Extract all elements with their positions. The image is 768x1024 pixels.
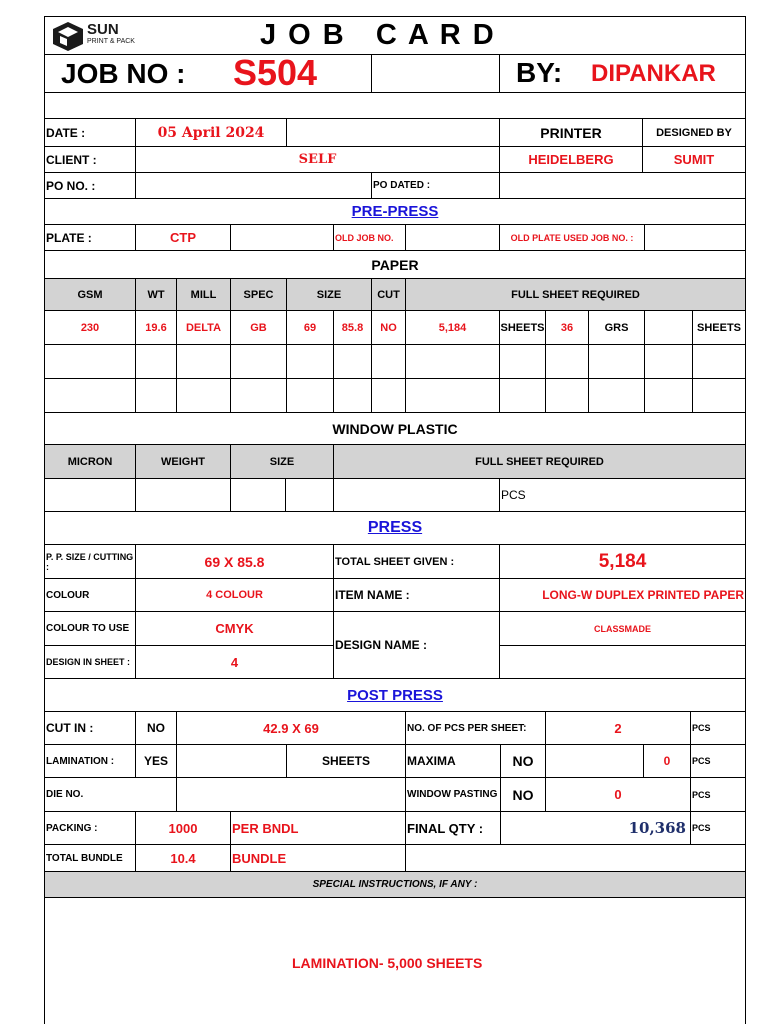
lamination-row: [44, 744, 746, 777]
by-value: DIPANKAR: [591, 60, 716, 87]
paper-title-row: [44, 250, 746, 278]
header-cell: [44, 17, 746, 54]
maxima-value: NO: [500, 745, 545, 777]
total-bundle-blank: [405, 845, 746, 871]
logo: [51, 20, 171, 52]
post-press-title: POST PRESS: [44, 679, 746, 711]
blank-cell: [44, 93, 746, 118]
printer-value: HEIDELBERG: [499, 147, 642, 172]
sheets-value: 5,184: [405, 311, 499, 344]
paper-header-size: SIZE: [286, 279, 371, 310]
wt-value: 19.6: [135, 311, 176, 344]
cut-value: NO: [371, 311, 405, 344]
plate-blank: [230, 225, 333, 250]
final-qty-cell: [500, 812, 690, 844]
wp-full-sheet-value[interactable]: [333, 479, 499, 511]
client-row: [44, 146, 746, 172]
final-qty-value: 10,368: [628, 819, 686, 837]
wp-header-micron: MICRON: [44, 445, 135, 478]
gsm-value: 230: [44, 311, 135, 344]
pcs-per-sheet-value: 2: [545, 712, 690, 744]
pcs-per-sheet-label: NO. OF PCS PER SHEET:: [405, 712, 545, 744]
lamination-sheets-label: SHEETS: [286, 745, 405, 777]
pp-size-row: [44, 544, 746, 578]
cut-in-label: CUT IN :: [44, 712, 135, 744]
pcs-label: PCS: [690, 812, 746, 844]
old-job-label: OLD JOB NO.: [333, 225, 405, 250]
design-name-value: CLASSMADE: [499, 612, 746, 645]
job-no-value: S504: [233, 55, 318, 92]
wp-header-weight: WEIGHT: [135, 445, 230, 478]
pcs-label: PCS: [690, 712, 746, 744]
logo-subtext: PRINT & PACK: [87, 38, 135, 45]
design-name-blank: [499, 646, 746, 678]
total-bundle-label: TOTAL BUNDLE: [44, 845, 135, 871]
special-body-row: [44, 897, 746, 1024]
special-text: LAMINATION- 5,000 SHEETS: [292, 955, 483, 971]
item-name-label: ITEM NAME :: [333, 579, 499, 611]
paper-header-mill: MILL: [176, 279, 230, 310]
po-row: [44, 172, 746, 198]
by-label: BY:: [516, 57, 563, 88]
total-bundle-value: 10.4: [135, 845, 230, 871]
pp-size-label: P. P. SIZE / CUTTING :: [44, 545, 135, 578]
bundle-label: BUNDLE: [230, 845, 405, 871]
designed-by-label: DESIGNED BY: [642, 119, 746, 146]
window-pasting-qty: 0: [545, 778, 690, 811]
window-pasting-value: NO: [500, 778, 545, 811]
total-bundle-row: [44, 844, 746, 871]
paper-header-cut: CUT: [371, 279, 405, 310]
maxima-label: MAXIMA: [405, 745, 500, 777]
job-card: [44, 16, 746, 1024]
packing-value: 1000: [135, 812, 230, 844]
plate-value: CTP: [135, 225, 230, 250]
size-value-2: 85.8: [333, 311, 371, 344]
total-sheet-label: TOTAL SHEET GIVEN :: [333, 545, 499, 578]
sheets-label: SHEETS: [499, 311, 545, 344]
paper-row: [44, 310, 746, 344]
wp-header-full-sheet: FULL SHEET REQUIRED: [333, 445, 746, 478]
header-row: [44, 16, 746, 54]
press-title-row: [44, 511, 746, 544]
paper-header-row: [44, 278, 746, 310]
job-row: [44, 54, 746, 92]
plate-row: [44, 224, 746, 250]
designed-by-value: SUMIT: [642, 147, 746, 172]
old-job-value[interactable]: [405, 225, 499, 250]
date-row: [44, 118, 746, 146]
micron-value[interactable]: [44, 479, 135, 511]
paper-header-gsm: GSM: [44, 279, 135, 310]
date-label: DATE :: [44, 119, 135, 146]
special-title: SPECIAL INSTRUCTIONS, IF ANY :: [44, 872, 746, 897]
paper-header-spec: SPEC: [230, 279, 286, 310]
logo-cube-icon: [51, 20, 85, 52]
printer-label: PRINTER: [499, 119, 642, 146]
window-plastic-title-row: [44, 412, 746, 444]
spec-value: GB: [230, 311, 286, 344]
old-plate-value[interactable]: [644, 225, 746, 250]
sheets-label-2: SHEETS: [692, 311, 746, 344]
page-title: J O B C A R D: [260, 19, 496, 51]
colour-value: 4 COLOUR: [135, 579, 333, 611]
design-name-label-text: DESIGN NAME :: [335, 638, 428, 652]
logo-text: SUN: [87, 21, 119, 38]
pp-size-value: 69 X 85.8: [135, 545, 333, 578]
pcs-label: PCS: [690, 745, 746, 777]
grs-label: GRS: [588, 311, 644, 344]
blank-row: [44, 92, 746, 118]
colour-use-label: COLOUR TO USE: [44, 612, 135, 645]
design-in-sheet-value: 4: [135, 646, 333, 678]
special-body: [44, 898, 746, 1024]
job-no-cell: [44, 55, 371, 92]
size-value-1: 69: [286, 311, 333, 344]
colour-row: [44, 578, 746, 611]
window-plastic-row: [44, 478, 746, 511]
packing-label: PACKING :: [44, 812, 135, 844]
colour-use-value: CMYK: [135, 612, 333, 645]
client-value: SELF: [135, 147, 499, 172]
design-in-sheet-label: DESIGN IN SHEET :: [44, 646, 135, 678]
lamination-label: LAMINATION :: [44, 745, 135, 777]
mill-value: DELTA: [176, 311, 230, 344]
paper-title: PAPER: [44, 251, 746, 278]
wp-size-value-1[interactable]: [230, 479, 285, 511]
lamination-value: YES: [135, 745, 176, 777]
po-dated-value[interactable]: [499, 173, 746, 198]
pcs-label: PCS: [690, 778, 746, 811]
po-dated-label: PO DATED :: [371, 173, 499, 198]
colour-label: COLOUR: [44, 579, 135, 611]
maxima-blank: [545, 745, 643, 777]
post-press-title-row: [44, 678, 746, 711]
client-label: CLIENT :: [44, 147, 135, 172]
press-title: PRESS: [44, 512, 746, 544]
cut-in-row: [44, 711, 746, 744]
prepress-title: PRE-PRESS: [44, 199, 746, 224]
date-value: 05 April 2024: [135, 119, 286, 146]
po-value[interactable]: [135, 173, 371, 198]
window-plastic-header-row: [44, 444, 746, 478]
wp-header-size: SIZE: [230, 445, 333, 478]
total-sheet-value: 5,184: [499, 545, 746, 578]
grs-value: 36: [545, 311, 588, 344]
die-value[interactable]: [176, 778, 405, 811]
item-name-value: LONG-W DUPLEX PRINTED PAPER: [499, 579, 746, 611]
plate-label: PLATE :: [44, 225, 135, 250]
die-label: DIE NO.: [44, 778, 176, 811]
lamination-qty[interactable]: [176, 745, 286, 777]
die-row: [44, 777, 746, 811]
final-qty-label: FINAL QTY :: [405, 812, 500, 844]
paper-header-wt: WT: [135, 279, 176, 310]
job-no-label: JOB NO :: [61, 58, 186, 89]
job-blank-cell: [371, 55, 499, 92]
prepress-title-row: [44, 198, 746, 224]
cut-size-value: 42.9 X 69: [176, 712, 405, 744]
special-title-row: [44, 871, 746, 897]
wp-size-value-2[interactable]: [285, 479, 333, 511]
weight-value[interactable]: [135, 479, 230, 511]
packing-row: [44, 811, 746, 844]
design-name-label: [333, 612, 499, 678]
old-plate-label: OLD PLATE USED JOB NO. :: [499, 225, 644, 250]
paper-blank-row: [44, 378, 746, 412]
window-plastic-title: WINDOW PLASTIC: [44, 413, 746, 444]
paper-blank-row: [44, 344, 746, 378]
po-label: PO NO. :: [44, 173, 135, 198]
maxima-qty: 0: [643, 745, 690, 777]
by-cell: [499, 55, 746, 92]
paper-header-full-sheet: FULL SHEET REQUIRED: [405, 279, 746, 310]
cut-in-value: NO: [135, 712, 176, 744]
window-pasting-label: WINDOW PASTING: [405, 778, 500, 811]
paper-blank: [644, 311, 692, 344]
wp-pcs-label: PCS: [499, 479, 746, 511]
date-blank: [286, 119, 499, 146]
per-bndl-label: PER BNDL: [230, 812, 405, 844]
